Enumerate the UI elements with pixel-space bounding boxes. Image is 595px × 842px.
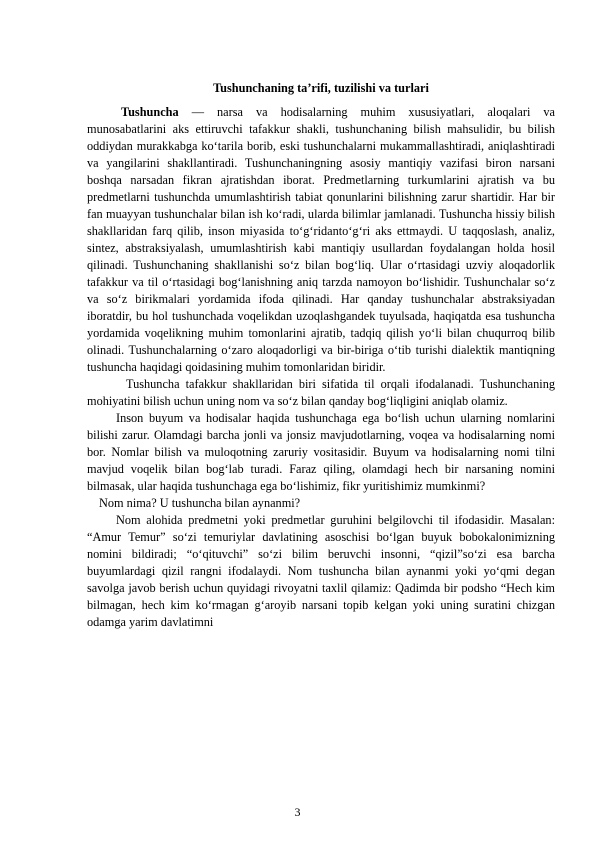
page-number: 3: [294, 805, 301, 819]
section-title: Tushunchaning ta’rifi, tuzilishi va turlari: [213, 81, 429, 95]
document-body: [87, 80, 555, 631]
paragraph-language: Tushuncha tafakkur shakllaridan biri sifatida til orqali ifodalanadi. Tushunchaning mohiyatini bilish uchun uning nom va so‘z bilan qanday bog‘liqligini aniqlab olamiz.: [87, 377, 555, 408]
paragraph-definition: [87, 104, 555, 376]
paragraph-question: Nom nima? U tushuncha bilan aynanmi?: [99, 496, 301, 510]
definition-text: — narsa va hodisalarning muhim xususiyatlari, aloqalari va munosabatlarini aks ettiruvchi tafakkur shakli, tushunchaning bilish mahsulidir, bu bilish oddiydan murakkabga ko‘tarila borib, eski tushunchalarni mukammallashtiradi, aniqlashtiradi va yangilarini shakllantiradi. Tushunchaningning asosiy mantiqiy vazifasi biron narsani boshqa narsadan fikran ajratishdan iborat. Predmetlarning turkumlarini ajratish va bu predmetlarni tushunchda umumlashtirish tabiat qonunlarini bilishning zarur shartidir. Har bir fan muayyan tushunchalar bilan ish ko‘radi, ularda bilimlar jamlanadi. Tushuncha hissiy bilish shakllaridan farq qilib, inson miyasida to‘g‘ridanto‘g‘ri aks ettmaydi. U taqqoslash, analiz, sintez, abstraksiyalash, umumlashtirish kabi mantiqiy usullardan foydalangan holda hosil qilinadi. Tushunchaning shakllanishi so‘z bilan bog‘liq. Ular o‘rtasidagi uzviy aloqadorlik tafakkur va til o‘rtasidagi bog‘lanishning aniq tarzda namoyon bo‘lishidir. Tushunchalar so‘z va so‘z birikmalari yordamida ifoda qilinadi. Har qanday tushunchalar abstraksiyadan iboratdir, bu hol tushunchada voqelikdan uzoqlashgandek tuyulsada, haqiqatda esa tushuncha yordamida voqelikning muhim tomonlarini ajratib, tadqiq qilish yo‘li bilan chuqurroq bilib olinadi. Tushunchalarning o‘zaro aloqadorligi va bir-biriga o‘tib turishi dialektik mantiqning tushuncha haqidagi qoidasining muhim tomonlaridan biridir.: [87, 105, 555, 374]
term-tushuncha: Tushuncha: [121, 105, 179, 119]
paragraph-names: Inson buyum va hodisalar haqida tushunchaga ega bo‘lish uchun ularning nomlarini bilishi zarur. Olamdagi barcha jonli va jonsiz mavjudotlarning, voqea va hodisalarning nomi bor. Nomlar bilish va muloqotning zaruriy vositasidir. Buyum va hodisalarning nomi tilni mavjud voqelik bilan bog‘lab turadi. Faraz qiling, olamdagi hech bir narsaning nomini bilmasak, ular haqida tushunchaga ega bo‘lishimiz, fikr yuritishimiz mumkinmi?: [87, 411, 555, 493]
paragraph-name-definition: Nom alohida predmetni yoki predmetlar guruhini belgilovchi til ifodasidir. Masalan: “Amur Temur” so‘zi temuriylar davlatining asoschisi bo‘lgan buyuk bobokalonimizning nomini bildiradi; “o‘qituvchi” so‘zi bilim beruvchi insonni, “qizil”so‘zi esa barcha buyumlardagi qizil rangni ifodalaydi. Nom tushuncha bilan aynanmi yoki yo‘qmi degan savolga javob berish uchun quyidagi rivoyatni taxlil qilamiz: Qadimda bir podsho “Hech kim bilmagan, hech kim ko‘rmagan g‘aroyib narsani topib kelgan yoki uning suratini chizgan odamga yarim davlatimni: [87, 513, 555, 629]
